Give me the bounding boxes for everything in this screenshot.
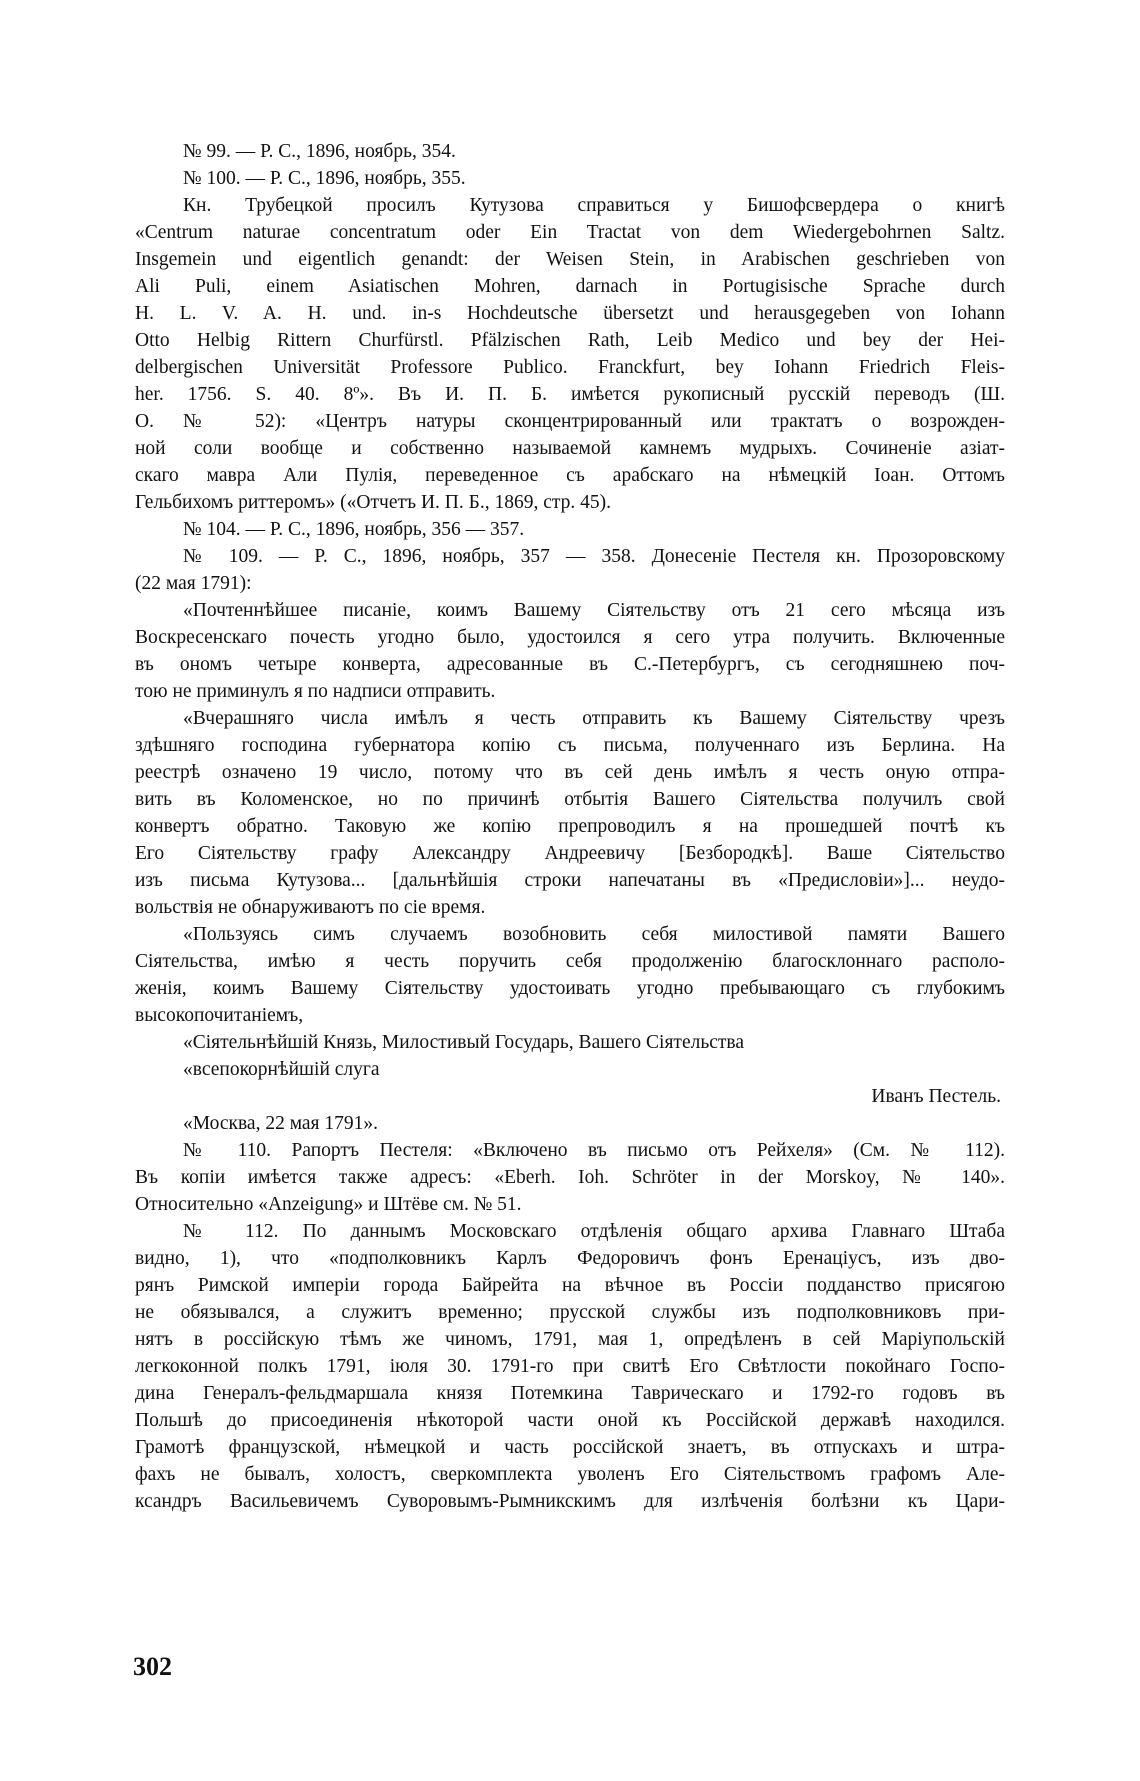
text-line: реестрѣ означено 19 число, потому что въ сей день имѣлъ я честь оную отпра- (135, 762, 1005, 783)
text-line: her. 1756. S. 40. 8º». Въ И. П. Б. имѣется рукописный русскій переводъ (Ш. (135, 384, 1005, 405)
text-line: Сіятельства, имѣю я честь поручить себя продолженію благосклоннаго располо- (135, 951, 1005, 972)
text-line: № 109. — Р. С., 1896, ноябрь, 357 — 358. Донесеніе Пестеля кн. Прозоровскому (183, 546, 1005, 567)
text-line: изъ письма Кутузова... [дальнѣйшія строки напечатаны въ «Предисловіи»]... неудо- (135, 870, 1005, 891)
text-line: № 112. По даннымъ Московскаго отдѣленія общаго архива Главнаго Штаба (183, 1221, 1005, 1242)
text-line: Въ копіи имѣется также адресъ: «Eberh. Ioh. Schröter in der Morskoy, № 140». (135, 1167, 1005, 1188)
text-line: Гельбихомъ риттеромъ» («Отчетъ И. П. Б., 1869, стр. 45). (135, 492, 611, 513)
text-line: (22 мая 1791): (135, 573, 252, 594)
text-line: № 100. — Р. С., 1896, ноябрь, 355. (183, 168, 466, 189)
text-line: вольствія не обнаруживаютъ по сіе время. (135, 897, 486, 918)
text-line: № 104. — Р. С., 1896, ноябрь, 356 — 357. (183, 519, 525, 540)
text-line: «всепокорнѣйшій слуга (183, 1059, 380, 1080)
text-line: ной соли вообще и собственно называемой камнемъ мудрыхъ. Сочиненіе азіат- (135, 438, 1005, 459)
text-line: вить въ Коломенское, но по причинѣ отбытія Вашего Сіятельства получилъ свой (135, 789, 1005, 810)
text-line: нятъ в россійскую тѣмъ же чиномъ, 1791, мая 1, опредѣленъ в сей Маріупольскій (135, 1329, 1005, 1350)
text-line: въ ономъ четыре конверта, адресованные въ С.-Петербургъ, съ сегодняшнею поч- (135, 654, 1005, 675)
text-line: не обязывался, а служитъ временно; прусской службы изъ подполковниковъ при- (135, 1302, 1005, 1323)
text-line: Кн. Трубецкой просилъ Кутузова справиться у Бишофсвердера о книгѣ (183, 195, 1005, 216)
text-line: H. L. V. A. H. und. in-s Hochdeutsche übersetzt und herausgegeben von Iohann (135, 303, 1005, 324)
text-line: дина Генералъ-фельдмаршала князя Потемкина Таврическаго и 1792-го годовъ въ (135, 1383, 1005, 1404)
text-line: № 110. Рапортъ Пестеля: «Включено въ письмо отъ Рейхеля» (См. № 112). (183, 1140, 1005, 1161)
text-line: Otto Helbig Rittern Churfürstl. Pfälzischen Rath, Leib Medico und bey der Hei- (135, 330, 1005, 351)
text-line: здѣшняго господина губернатора копію съ письма, полученнаго изъ Берлина. На (135, 735, 1005, 756)
text-line: легкоконной полкъ 1791, іюля 30. 1791-го при свитѣ Его Свѣтлости покойнаго Госпо- (135, 1356, 1005, 1377)
text-line: «Сіятельнѣйшій Князь, Милостивый Государь, Вашего Сіятельства (183, 1032, 745, 1053)
text-line: Его Сіятельству графу Александру Андреевичу [Безбородкѣ]. Ваше Сіятельство (135, 843, 1005, 864)
text-line: «Вчерашняго числа имѣлъ я честь отправить къ Вашему Сіятельству чрезъ (183, 708, 1005, 729)
text-line: Insgemein und eigentlich genandt: der Weisen Stein, in Arabischen geschrieben von (135, 249, 1005, 270)
text-line: «Пользуясь симъ случаемъ возобновить себя милостивой памяти Вашего (183, 924, 1005, 945)
text-line: женія, коимъ Вашему Сіятельству удостоивать угодно пребывающаго съ глубокимъ (135, 978, 1005, 999)
page-number: 302 (133, 1652, 172, 1681)
text-line: delbergischen Universität Professore Publico. Franckfurt, bey Iohann Friedrich Fleis- (135, 357, 1005, 378)
text-line: Ali Puli, einem Asiatischen Mohren, darnach in Portugisische Sprache durch (135, 276, 1005, 297)
text-line: ксандръ Васильевичемъ Суворовымъ-Рымникскимъ для излѣченія болѣзни къ Цари- (135, 1491, 1005, 1512)
text-line: фахъ не бывалъ, холостъ, сверкомплекта уволенъ Его Сіятельствомъ графомъ Але- (135, 1464, 1005, 1485)
text-line: тою не приминулъ я по надписи отправить. (135, 681, 496, 702)
signature-line: Иванъ Пестель. (871, 1086, 1001, 1107)
text-line: «Centrum naturae concentratum oder Ein Tractat von dem Wiedergebohrnen Saltz. (135, 222, 1005, 243)
text-line: «Почтеннѣйшее писаніе, коимъ Вашему Сіятельству отъ 21 сего мѣсяца изъ (183, 600, 1005, 621)
text-line: скаго мавра Али Пулія, переведенное съ арабскаго на нѣмецкій Іоан. Оттомъ (135, 465, 1005, 486)
text-line: видно, 1), что «подполковникъ Карлъ Федоровичъ фонъ Еренаціусъ, изъ дво- (135, 1248, 1005, 1269)
text-line: Грамотѣ французской, нѣмецкой и часть россійской знаетъ, въ отпускахъ и штра- (135, 1437, 1005, 1458)
text-line: рянъ Римской имперіи города Байрейта на вѣчное въ Россіи подданство присягою (135, 1275, 1005, 1296)
text-line: «Москва, 22 мая 1791». (183, 1113, 379, 1134)
text-line: Польшѣ до присоединенія нѣкоторой части оной къ Россійской державѣ находился. (135, 1410, 1005, 1431)
text-line: конвертъ обратно. Таковую же копію препроводилъ я на прошедшей почтѣ къ (135, 816, 1005, 837)
document-body (135, 138, 1005, 1515)
text-line: высокопочитаніемъ, (135, 1005, 304, 1026)
text-line: О. № 52): «Центръ натуры сконцентрированный или трактатъ о возрожден- (135, 411, 1005, 432)
text-line: Воскресенскаго почесть угодно было, удостоился я сего утра получить. Включенные (135, 627, 1005, 648)
text-line: Относительно «Anzeigung» и Штёве см. № 51. (135, 1194, 522, 1215)
text-line: № 99. — Р. С., 1896, ноябрь, 354. (183, 141, 456, 162)
